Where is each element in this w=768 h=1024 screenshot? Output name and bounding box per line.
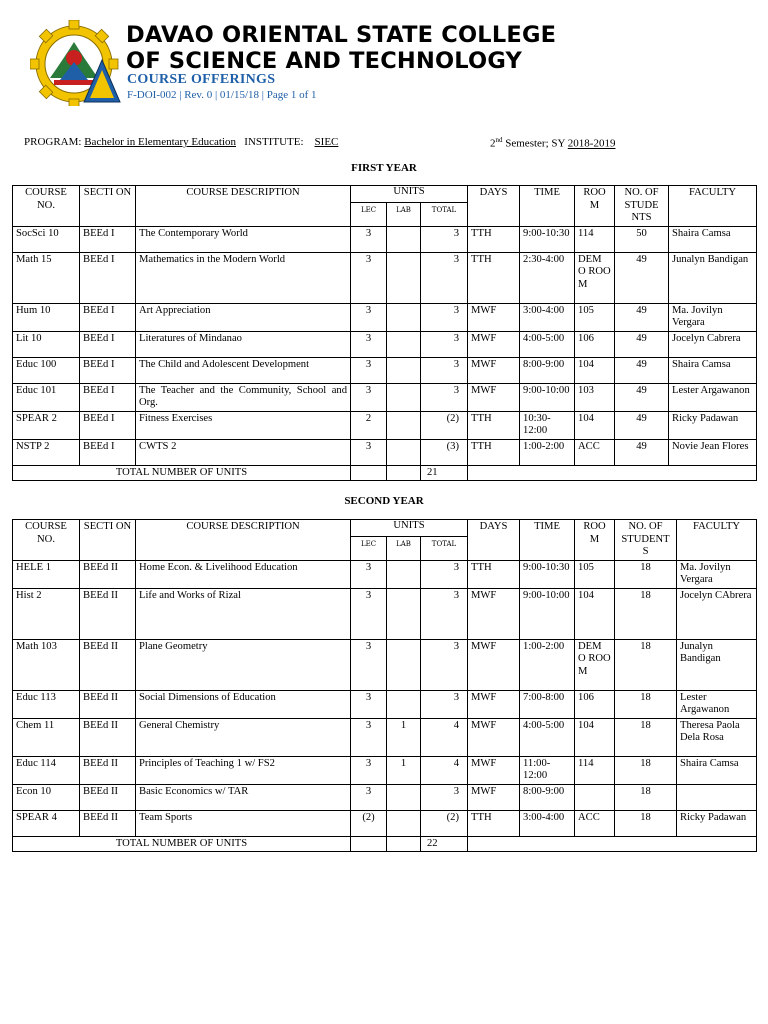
course-desc-cell: Basic Economics w/ TAR [136,784,351,810]
time-cell: 9:00-10:00 [520,588,575,639]
faculty-cell: Novie Jean Flores [669,439,757,465]
col-course-desc: COURSE DESCRIPTION [136,520,351,561]
col-days: DAYS [468,520,520,561]
college-seal-icon [30,20,122,106]
table-row [13,331,757,357]
faculty-cell [677,784,757,810]
time-cell: 9:00-10:00 [520,383,575,411]
days-cell: MWF [468,784,520,810]
course-desc-cell: Social Dimensions of Education [136,690,351,718]
faculty-cell: Ricky Padawan [669,411,757,439]
lab-cell [387,690,421,718]
table-row [13,383,757,411]
institute-value: SIEC [314,136,339,148]
lab-cell [387,331,421,357]
faculty-cell: Lester Argawanon [677,690,757,718]
total-cell: 3 [421,357,468,383]
course-desc-cell: Art Appreciation [136,303,351,331]
section-cell: BEEd II [80,756,136,784]
time-cell: 8:00-9:00 [520,784,575,810]
time-cell: 4:00-5:00 [520,718,575,756]
section-cell: BEEd I [80,357,136,383]
lab-cell [387,588,421,639]
lec-cell: 3 [351,383,387,411]
college-name-line-1: DAVAO ORIENTAL STATE COLLEGE [126,22,557,48]
col-total: TOTAL [421,536,468,560]
col-course-no: COURSE NO. [13,186,80,227]
institute-label: INSTITUTE: [244,136,304,148]
program-label: PROGRAM: [24,136,85,148]
total-cell: 3 [421,303,468,331]
total-cell: 3 [421,690,468,718]
lab-cell [387,810,421,836]
semester-suffix: nd [495,136,503,144]
school-year: 2018-2019 [567,137,616,150]
first-year-table [12,185,757,481]
total-cell: 3 [421,331,468,357]
days-cell: TTH [468,810,520,836]
section-cell: BEEd II [80,784,136,810]
course-desc-cell: Home Econ. & Livelihood Education [136,560,351,588]
lec-cell: 3 [351,588,387,639]
faculty-cell: Theresa Paola Dela Rosa [677,718,757,756]
lec-cell: 3 [351,252,387,303]
lab-cell [387,383,421,411]
col-units: UNITS [351,186,468,203]
faculty-cell: Ricky Padawan [677,810,757,836]
document-header [30,18,750,108]
room-cell: 104 [575,588,615,639]
col-lab: LAB [387,202,421,226]
faculty-cell: Lester Argawanon [669,383,757,411]
total-lab-cell [387,836,421,852]
table-row [13,303,757,331]
room-cell: 105 [575,303,615,331]
total-cell: 3 [421,252,468,303]
faculty-cell: Ma. Jovilyn Vergara [669,303,757,331]
semester-number: 2 [490,137,496,150]
total-row-empty-cell [468,836,757,852]
students-cell: 18 [615,690,677,718]
lab-cell [387,639,421,690]
days-cell: TTH [468,411,520,439]
days-cell: MWF [468,331,520,357]
room-cell [575,784,615,810]
course-no-cell: SPEAR 2 [13,411,80,439]
total-units-value: 22 [421,836,468,852]
course-desc-cell: CWTS 2 [136,439,351,465]
room-cell: ACC [575,439,615,465]
lec-cell: 3 [351,439,387,465]
students-cell: 49 [615,439,669,465]
total-units-value: 21 [421,465,468,481]
col-time: TIME [520,520,575,561]
col-faculty: FACULTY [669,186,757,227]
total-cell: 3 [421,588,468,639]
section-cell: BEEd II [80,810,136,836]
section-cell: BEEd II [80,639,136,690]
section-cell: BEEd II [80,690,136,718]
col-lec: LEC [351,536,387,560]
students-cell: 18 [615,810,677,836]
total-cell: 3 [421,784,468,810]
course-no-cell: NSTP 2 [13,439,80,465]
course-desc-cell: Team Sports [136,810,351,836]
days-cell: TTH [468,439,520,465]
course-desc-cell: The Contemporary World [136,226,351,252]
document-reference: F-DOI-002 | Rev. 0 | 01/15/18 | Page 1 of 1 [127,89,317,101]
course-desc-cell: Life and Works of Rizal [136,588,351,639]
course-no-cell: SocSci 10 [13,226,80,252]
time-cell: 1:00-2:00 [520,439,575,465]
course-no-cell: Educ 114 [13,756,80,784]
total-cell: 4 [421,718,468,756]
room-cell: 105 [575,560,615,588]
students-cell: 18 [615,639,677,690]
total-cell: 3 [421,226,468,252]
section-cell: BEEd II [80,588,136,639]
college-name-line-2: OF SCIENCE AND TECHNOLOGY [126,48,523,74]
course-desc-cell: Fitness Exercises [136,411,351,439]
program-info [24,136,616,150]
time-cell: 3:00-4:00 [520,303,575,331]
semester-text: Semester; SY [502,137,568,150]
students-cell: 49 [615,303,669,331]
students-cell: 49 [615,331,669,357]
section-cell: BEEd I [80,226,136,252]
program-value: Bachelor in Elementary Education [84,136,237,148]
total-cell: 3 [421,639,468,690]
students-cell: 18 [615,784,677,810]
lab-cell [387,226,421,252]
course-no-cell: Math 15 [13,252,80,303]
course-no-cell: SPEAR 4 [13,810,80,836]
time-cell: 7:00-8:00 [520,690,575,718]
lab-cell [387,411,421,439]
table-row [13,756,757,784]
faculty-cell: Junalyn Bandigan [669,252,757,303]
first-year-heading: FIRST YEAR [351,162,417,174]
total-cell: 4 [421,756,468,784]
col-total: TOTAL [421,202,468,226]
days-cell: MWF [468,756,520,784]
room-cell: DEM O ROO M [575,252,615,303]
faculty-cell: Shaira Camsa [669,357,757,383]
course-no-cell: Lit 10 [13,331,80,357]
table-row [13,411,757,439]
col-section: SECTI ON [80,520,136,561]
lec-cell: 3 [351,226,387,252]
section-cell: BEEd I [80,331,136,357]
table-header-row [13,520,757,537]
table-row [13,690,757,718]
col-days: DAYS [468,186,520,227]
table-row [13,226,757,252]
course-no-cell: Math 103 [13,639,80,690]
room-cell: DEM O ROO M [575,639,615,690]
section-cell: BEEd II [80,718,136,756]
course-desc-cell: Principles of Teaching 1 w/ FS2 [136,756,351,784]
students-cell: 49 [615,357,669,383]
room-cell: 104 [575,718,615,756]
students-cell: 49 [615,411,669,439]
faculty-cell: Shaira Camsa [669,226,757,252]
days-cell: TTH [468,252,520,303]
total-cell: (2) [421,810,468,836]
room-cell: 103 [575,383,615,411]
students-cell: 18 [615,756,677,784]
total-row-empty-cell [468,465,757,481]
days-cell: TTH [468,560,520,588]
course-no-cell: Educ 101 [13,383,80,411]
table-row [13,439,757,465]
col-units: UNITS [351,520,468,537]
room-cell: 104 [575,357,615,383]
time-cell: 2:30-4:00 [520,252,575,303]
total-cell: (2) [421,411,468,439]
section-cell: BEEd II [80,560,136,588]
room-cell: 114 [575,226,615,252]
course-desc-cell: The Child and Adolescent Development [136,357,351,383]
section-cell: BEEd I [80,383,136,411]
lab-cell [387,252,421,303]
total-cell: 3 [421,383,468,411]
time-cell: 9:00-10:30 [520,226,575,252]
total-cell: (3) [421,439,468,465]
faculty-cell: Jocelyn CAbrera [677,588,757,639]
col-no-students: NO. OF STUDENT S [615,520,677,561]
room-cell: 104 [575,411,615,439]
lec-cell: 3 [351,303,387,331]
table-row [13,588,757,639]
col-course-no: COURSE NO. [13,520,80,561]
lec-cell: 3 [351,756,387,784]
students-cell: 18 [615,718,677,756]
lec-cell: 3 [351,639,387,690]
section-cell: BEEd I [80,303,136,331]
course-desc-cell: Plane Geometry [136,639,351,690]
course-no-cell: Hist 2 [13,588,80,639]
course-desc-cell: The Teacher and the Community, School and Org. [136,383,351,411]
time-cell: 10:30-12:00 [520,411,575,439]
col-section: SECTI ON [80,186,136,227]
course-no-cell: Educ 113 [13,690,80,718]
table-row [13,718,757,756]
document-subtitle: COURSE OFFERINGS [127,72,276,87]
lab-cell: 1 [387,718,421,756]
faculty-cell: Junalyn Bandigan [677,639,757,690]
total-units-row [13,836,757,852]
lab-cell [387,784,421,810]
time-cell: 9:00-10:30 [520,560,575,588]
col-lab: LAB [387,536,421,560]
course-desc-cell: Mathematics in the Modern World [136,252,351,303]
total-units-row [13,465,757,481]
table-row [13,357,757,383]
col-room: ROO M [575,520,615,561]
course-no-cell: Hum 10 [13,303,80,331]
table-row [13,810,757,836]
course-no-cell: Econ 10 [13,784,80,810]
section-cell: BEEd I [80,411,136,439]
students-cell: 18 [615,588,677,639]
time-cell: 8:00-9:00 [520,357,575,383]
students-cell: 49 [615,252,669,303]
students-cell: 50 [615,226,669,252]
lec-cell: 3 [351,718,387,756]
days-cell: MWF [468,588,520,639]
lec-cell: 3 [351,331,387,357]
lab-cell [387,560,421,588]
col-no-students: NO. OF STUDE NTS [615,186,669,227]
course-desc-cell: Literatures of Mindanao [136,331,351,357]
table-row [13,639,757,690]
total-lec-cell [351,465,387,481]
days-cell: MWF [468,718,520,756]
students-cell: 49 [615,383,669,411]
students-cell: 18 [615,560,677,588]
table-header-row [13,186,757,203]
col-course-desc: COURSE DESCRIPTION [136,186,351,227]
days-cell: TTH [468,226,520,252]
lec-cell: 3 [351,357,387,383]
days-cell: MWF [468,690,520,718]
lab-cell [387,303,421,331]
time-cell: 11:00-12:00 [520,756,575,784]
lec-cell: 2 [351,411,387,439]
lab-cell [387,357,421,383]
course-no-cell: Chem 11 [13,718,80,756]
col-time: TIME [520,186,575,227]
faculty-cell: Jocelyn Cabrera [669,331,757,357]
faculty-cell: Ma. Jovilyn Vergara [677,560,757,588]
table-row [13,252,757,303]
room-cell: 114 [575,756,615,784]
lec-cell: 3 [351,784,387,810]
total-units-label: TOTAL NUMBER OF UNITS [13,836,351,852]
room-cell: 106 [575,690,615,718]
days-cell: MWF [468,303,520,331]
section-cell: BEEd I [80,252,136,303]
total-cell: 3 [421,560,468,588]
col-lec: LEC [351,202,387,226]
lec-cell: 3 [351,560,387,588]
course-no-cell: HELE 1 [13,560,80,588]
faculty-cell: Shaira Camsa [677,756,757,784]
col-faculty: FACULTY [677,520,757,561]
second-year-table [12,519,757,852]
time-cell: 4:00-5:00 [520,331,575,357]
lec-cell: 3 [351,690,387,718]
days-cell: MWF [468,357,520,383]
time-cell: 3:00-4:00 [520,810,575,836]
total-lec-cell [351,836,387,852]
semester-info [490,136,615,150]
table-row [13,784,757,810]
section-cell: BEEd I [80,439,136,465]
second-year-heading: SECOND YEAR [344,495,424,507]
course-desc-cell: General Chemistry [136,718,351,756]
col-room: ROO M [575,186,615,227]
room-cell: 106 [575,331,615,357]
room-cell: ACC [575,810,615,836]
total-units-label: TOTAL NUMBER OF UNITS [13,465,351,481]
college-name [126,22,556,74]
lab-cell [387,439,421,465]
days-cell: MWF [468,639,520,690]
lab-cell: 1 [387,756,421,784]
days-cell: MWF [468,383,520,411]
course-no-cell: Educ 100 [13,357,80,383]
time-cell: 1:00-2:00 [520,639,575,690]
total-lab-cell [387,465,421,481]
table-row [13,560,757,588]
lec-cell: (2) [351,810,387,836]
